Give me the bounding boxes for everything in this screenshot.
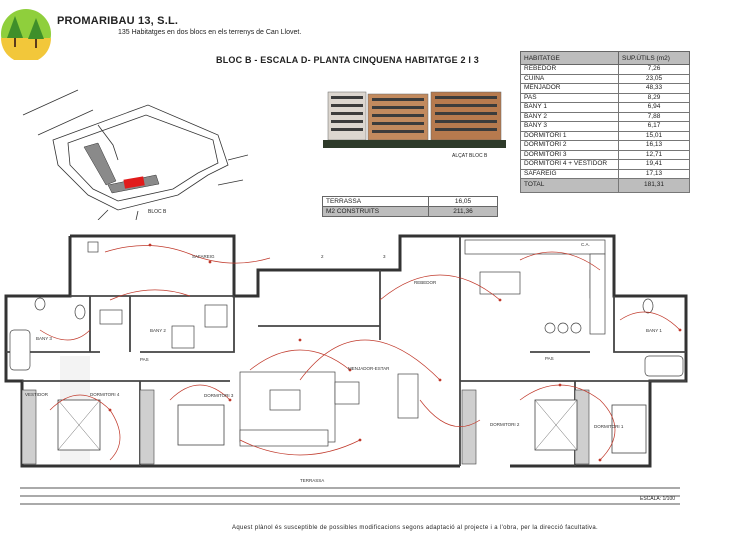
- room-area: 12,71: [619, 150, 690, 160]
- room-label-vestidor: VESTIDOR: [25, 392, 49, 397]
- terrace-table: [322, 196, 498, 217]
- room-label-dormitori4: DORMITORI 4: [90, 392, 120, 397]
- total-value: 181,31: [619, 179, 690, 193]
- room-area: 7,88: [619, 112, 690, 122]
- table-row: [323, 207, 498, 217]
- table-row: [323, 197, 498, 207]
- room-name: DORMITORI 3: [521, 150, 619, 160]
- room-name: DORMITORI 1: [521, 131, 619, 141]
- table-row: [521, 112, 690, 122]
- room-label-terrassa: TERRASSA: [300, 478, 325, 483]
- plan-title: BLOC B - ESCALA D- PLANTA CINQUENA HABITATGE 2 I 3: [216, 55, 479, 65]
- door-number-3: 3: [383, 254, 386, 259]
- kitchen-ca-label: C.A.: [581, 242, 590, 247]
- table-row: [521, 122, 690, 132]
- building-elevation: [323, 88, 506, 150]
- room-name: BANY 2: [521, 112, 619, 122]
- table-row: [521, 103, 690, 113]
- room-area: 6,94: [619, 103, 690, 113]
- project-subtitle: 135 Habitatges en dos blocs en els terrenys de Can Llovet.: [118, 29, 302, 36]
- col-header-area: SUP.ÚTILS (m2): [619, 52, 690, 65]
- terrace-value: 16,05: [429, 197, 498, 207]
- table-total-row: [521, 179, 690, 193]
- room-name: SAFAREIG: [521, 169, 619, 179]
- table-row: [521, 160, 690, 170]
- room-label-menjador: MENJADOR-ESTAR: [348, 366, 390, 371]
- room-area: 7,26: [619, 65, 690, 75]
- room-name: REBEDOR: [521, 65, 619, 75]
- table-row: [521, 150, 690, 160]
- room-area: 6,17: [619, 122, 690, 132]
- disclaimer-notice: Aquest plànol és susceptible de possibles modificacions segons adaptació al projecte i a l'obra, per la direcció facultativa.: [232, 525, 599, 531]
- site-plan-label: BLOC B: [148, 209, 167, 215]
- room-area: 15,01: [619, 131, 690, 141]
- room-label-bany3: BANY 3: [36, 336, 52, 341]
- floor-plan: [0, 228, 733, 528]
- table-row: [521, 93, 690, 103]
- room-label-bany1: BANY 1: [646, 328, 662, 333]
- room-area: 8,29: [619, 93, 690, 103]
- room-name: DORMITORI 4 + VESTIDOR: [521, 160, 619, 170]
- built-area-label: M2 CONSTRUITS: [323, 207, 429, 217]
- room-label-dormitori1: DORMITORI 1: [594, 424, 624, 429]
- total-label: TOTAL: [521, 179, 619, 193]
- areas-table: [520, 51, 690, 193]
- room-area: 16,13: [619, 141, 690, 151]
- table-row: [521, 74, 690, 84]
- site-plan: [18, 85, 248, 220]
- table-row: [521, 131, 690, 141]
- scale-label: ESCALA: 1/100: [640, 496, 676, 502]
- table-row: [521, 169, 690, 179]
- room-name: PAS: [521, 93, 619, 103]
- room-label-pas-right: PAS: [545, 356, 554, 361]
- room-label-pas-left: PAS: [140, 357, 149, 362]
- room-name: BANY 3: [521, 122, 619, 132]
- terrace-label: TERRASSA: [323, 197, 429, 207]
- room-area: 23,05: [619, 74, 690, 84]
- company-logo: [0, 8, 52, 60]
- elevation-label: ALÇAT BLOC B: [452, 153, 488, 159]
- company-name: PROMARIBAU 13, S.L.: [57, 15, 179, 27]
- table-row: [521, 84, 690, 94]
- room-name: MENJADOR: [521, 84, 619, 94]
- room-label-dormitori3: DORMITORI 3: [204, 393, 234, 398]
- room-name: DORMITORI 2: [521, 141, 619, 151]
- room-name: CUINA: [521, 74, 619, 84]
- room-area: 48,33: [619, 84, 690, 94]
- door-number-2: 2: [321, 254, 324, 259]
- table-row: [521, 65, 690, 75]
- room-label-dormitori2: DORMITORI 2: [490, 422, 520, 427]
- room-label-safareig: SAFAREIG: [192, 254, 215, 259]
- room-label-rebedor: REBEDOR: [414, 280, 437, 285]
- room-area: 17,13: [619, 169, 690, 179]
- table-row: [521, 141, 690, 151]
- room-area: 19,41: [619, 160, 690, 170]
- room-label-bany2: BANY 2: [150, 328, 166, 333]
- room-name: BANY 1: [521, 103, 619, 113]
- col-header-room: HABITATGE: [521, 52, 619, 65]
- built-area-value: 211,36: [429, 207, 498, 217]
